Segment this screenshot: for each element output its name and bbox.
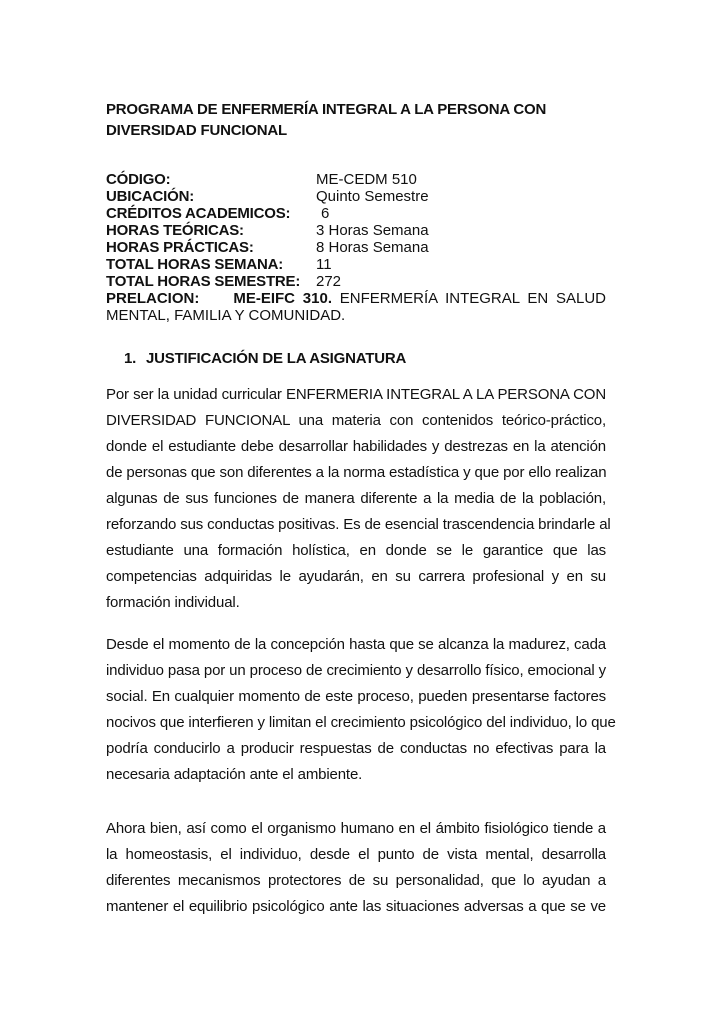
paragraph-line: diferentes mecanismos protectores de su personalidad, que lo ayudan a [106,872,606,889]
meta-value: ME-CEDM 510 [316,171,417,188]
paragraph-line: nocivos que interfieren y limitan el crecimiento psicológico del individuo, lo que [106,714,616,731]
document-title: PROGRAMA DE ENFERMERÍA INTEGRAL A LA PERSONA CON DIVERSIDAD FUNCIONAL [106,101,547,139]
meta-label: CÓDIGO: [106,171,171,188]
section-number: 1. [124,350,137,367]
paragraph-line: DIVERSIDAD FUNCIONAL una materia con contenidos teórico-práctico, [106,412,606,429]
meta-label: TOTAL HORAS SEMESTRE: [106,273,301,290]
paragraph-line: la homeostasis, el individuo, desde el punto de vista mental, desarrolla [106,846,606,863]
paragraph-line: competencias adquiridas le ayudarán, en su carrera profesional y en su [106,568,606,585]
paragraph-1 [106,382,611,616]
meta-label: CRÉDITOS ACADEMICOS: [106,205,291,222]
section-title: JUSTIFICACIÓN DE LA ASIGNATURA [146,350,407,367]
paragraph-line: mantener el equilibrio psicológico ante las situaciones adversas a que se ve [106,898,606,915]
paragraph-line: Por ser la unidad curricular ENFERMERIA INTEGRAL A LA PERSONA CON [106,386,606,403]
paragraph-line: necesaria adaptación ante el ambiente. [106,766,363,783]
paragraph-line: individuo pasa por un proceso de crecimiento y desarrollo físico, emocional y [106,662,606,679]
meta-value: 272 [316,273,342,290]
paragraph-line: podría conducirlo a producir respuestas de conductas no efectivas para la [106,740,606,757]
meta-label: UBICACIÓN: [106,188,194,205]
meta-label: HORAS PRÁCTICAS: [106,239,254,256]
paragraph-line: reforzando sus conductas positivas. Es de esencial trascendencia brindarle al [106,516,611,533]
meta-value: 8 Horas Semana [316,239,429,256]
paragraph-line: de personas que son diferentes a la norma estadística y que por ello realizan [106,464,607,481]
paragraph-line: algunas de sus funciones de manera diferente a la media de la población, [106,490,606,507]
meta-label: TOTAL HORAS SEMANA: [106,256,284,273]
meta-value: Quinto Semestre [316,188,429,205]
prelacion-block [106,290,606,324]
paragraph-2 [106,632,616,788]
paragraph-line: Desde el momento de la concepción hasta que se alcanza la madurez, cada [106,636,606,653]
paragraph-line: Ahora bien, así como el organismo humano en el ámbito fisiológico tiende a [106,820,606,837]
meta-label: HORAS TEÓRICAS: [106,222,244,239]
paragraph-3 [106,816,606,920]
prelacion-code: ME-EIFC 310. [233,290,332,307]
meta-value: 11 [316,256,332,273]
meta-value: 3 Horas Semana [316,222,429,239]
prelacion-label: PRELACION: [106,290,200,307]
paragraph-line: formación individual. [106,594,240,611]
paragraph-line: estudiante una formación holística, en donde se le garantice que las [106,542,606,559]
paragraph-line: donde el estudiante debe desarrollar habilidades y destrezas en la atención [106,438,606,455]
prelacion-text: ENFERMERÍA INTEGRAL EN SALUD MENTAL, FAMILIA Y COMUNIDAD. [106,290,606,324]
section-heading [124,350,406,367]
meta-value: 6 [321,205,330,222]
paragraph-line: social. En cualquier momento de este proceso, pueden presentarse factores [106,688,606,705]
